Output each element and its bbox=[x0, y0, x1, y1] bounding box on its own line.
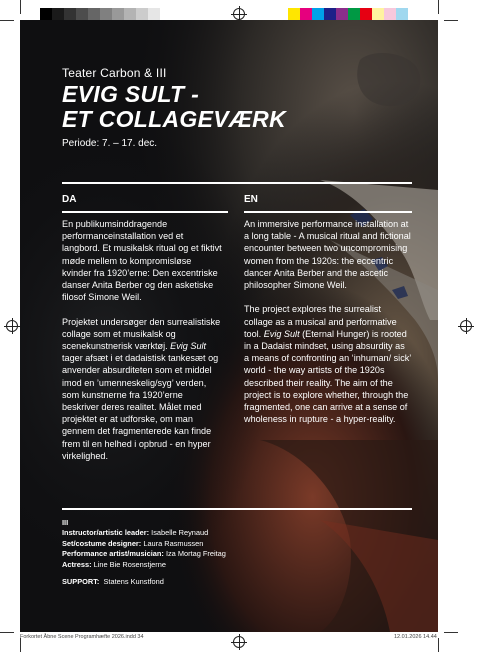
danish-heading: DA bbox=[62, 194, 77, 205]
grayscale-color-bar bbox=[40, 8, 160, 20]
color-swatch bbox=[324, 8, 336, 20]
crop-mark bbox=[0, 20, 14, 21]
color-swatch bbox=[372, 8, 384, 20]
period-dates: Periode: 7. – 17. dec. bbox=[62, 138, 158, 149]
crop-mark bbox=[438, 638, 439, 652]
company-name: Teater Carbon & III bbox=[62, 66, 167, 80]
registration-mark-top bbox=[233, 8, 245, 20]
support-line: SUPPORT: Statens Kunstfond bbox=[62, 577, 164, 586]
danish-heading-underline bbox=[62, 211, 228, 213]
english-heading: EN bbox=[244, 194, 258, 205]
crop-mark bbox=[438, 0, 439, 14]
credits-company: III bbox=[62, 518, 69, 527]
poster-title bbox=[62, 82, 286, 132]
color-swatch bbox=[312, 8, 324, 20]
color-swatch bbox=[64, 8, 76, 20]
color-swatch bbox=[76, 8, 88, 20]
registration-mark-bottom bbox=[233, 636, 245, 648]
slug-right: 12.01.2026 14.44 bbox=[394, 634, 437, 640]
color-swatch bbox=[136, 8, 148, 20]
crop-mark bbox=[0, 632, 14, 633]
color-swatch bbox=[396, 8, 408, 20]
bottom-divider bbox=[62, 508, 412, 510]
color-swatch bbox=[148, 8, 160, 20]
title-line-1: EVIG SULT - bbox=[62, 81, 200, 107]
english-paragraph-1: An immersive performance installation at a long table - A musical ritual and fictional encounter between two uncompromising women from the 1920s: the eccentric dancer Anita Berber and the ascetic philosopher Simone Weil. bbox=[244, 219, 411, 291]
color-swatch bbox=[348, 8, 360, 20]
crop-mark bbox=[20, 0, 21, 14]
credit-row: Performance artist/musician: Iza Mortag Freitag bbox=[62, 549, 226, 559]
process-color-bar bbox=[288, 8, 420, 20]
color-swatch bbox=[88, 8, 100, 20]
credits-block bbox=[62, 518, 226, 570]
color-swatch bbox=[336, 8, 348, 20]
color-swatch bbox=[288, 8, 300, 20]
danish-paragraph-1: En publikumsinddragende performanceinstallation ved et langbord. Et musikalsk ritual og et fiktivt møde mellem to kompromisløse kvinder fra 1920’erne: Den excentriske danser Anita Berber og den asketiske filosof Simone Weil. bbox=[62, 219, 222, 303]
crop-mark bbox=[444, 632, 458, 633]
color-swatch bbox=[40, 8, 52, 20]
english-heading-underline bbox=[244, 211, 412, 213]
title-line-2: ET COLLAGEVÆRK bbox=[62, 106, 286, 132]
poster-page bbox=[20, 20, 438, 632]
color-swatch bbox=[124, 8, 136, 20]
crop-mark bbox=[444, 20, 458, 21]
color-swatch bbox=[100, 8, 112, 20]
color-swatch bbox=[408, 8, 420, 20]
credit-row: Set/costume designer: Laura Rasmussen bbox=[62, 538, 204, 548]
danish-paragraph-2: Projektet undersøger den surrealistiske collage som et musikalsk og scenekunstnerisk værktøj. Evig Sult tager afsæt i et dadaistisk tankesæt og anvender absurditeten som et middel imod en ’umenneskelig/syg’ verden, som kunstnerne fra 1920’erne beskriver deres realitet. Målet med projektet er at udforske, om man gennem det fragmenterede kan finde frem til en helhed i opbrud - en hyper virkelighed. bbox=[62, 316, 221, 461]
crop-mark bbox=[20, 638, 21, 652]
english-paragraph-2: The project explores the surrealist collage as a musical and performative tool. Evig Sult (Eternal Hunger) is rooted in a Dadaist mindset, using absurdity as a means of confronting an ‘inhuman/ sick’ world - the way artists of the 1920s described their reality. The aim of the project is to explore whether, through the fragmented, one can arrive at a sense of wholeness in rupture - a hyper-reality. bbox=[244, 304, 411, 425]
color-swatch bbox=[112, 8, 124, 20]
registration-mark-right bbox=[460, 320, 472, 332]
danish-text bbox=[62, 218, 222, 474]
registration-mark-left bbox=[6, 320, 18, 332]
credit-row: Actress: Line Bie Rosenstjerne bbox=[62, 559, 166, 569]
color-swatch bbox=[300, 8, 312, 20]
color-swatch bbox=[360, 8, 372, 20]
color-swatch bbox=[384, 8, 396, 20]
slug-left: Forkortet Åbne Scene Programhæfte 2026.indd 34 bbox=[20, 634, 144, 640]
credit-row: Instructor/artistic leader: Isabelle Reynaud bbox=[62, 528, 209, 538]
top-divider bbox=[62, 182, 412, 184]
english-text bbox=[244, 218, 412, 438]
color-swatch bbox=[52, 8, 64, 20]
